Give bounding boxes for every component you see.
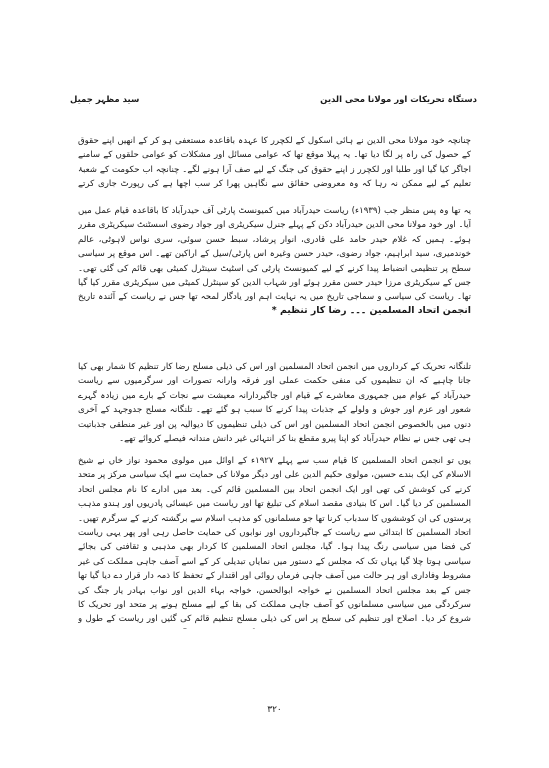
author-name: سید مظہر جمیل (70, 95, 140, 105)
paragraph-4: یوں تو انجمن اتحاد المسلمین کا قیام سب سے پہلے ۱۹۲۷ء کے اوائل میں مولوی محمود نواز خاں نے شیخ الاسلام کی ایک بندے حسین، مولوی حکیم الدین علی اور دیگر مولانا کی حمایت سے ایک سیاسی مرکز پر متحد کرنے کی کوشش کی تھی اور ایک انجمن اتحاد بین المسلمین قائم کی۔ بعد میں ادارے کا نام مجلس اتحاد المسلمین کر دیا گیا۔ اس کا بنیادی مقصد اسلام کی تبلیغ تھا اور ریاست میں عیسائی پادریوں اور ہندو مذہب پرستوں کی ان کوششوں کا سدباب کرنا تھا جو مسلمانوں کو مذہب اسلام سے برگشتہ کرنے کے سرگرم تھیں۔ اتحاد المسلمین کا ابتدائی سے ریاست کے جاگیرداروں اور نوابوں کی حمایت حاصل رہی اور پھر یہی ریاست کی فضا میں سیاسی رنگ پیدا ہوا۔ گیا، مجلس اتحاد المسلمین کا کردار بھی مذہبی و ثقافتی کی بجائے سیاسی ہوتا چلا گیا یہاں تک کہ مجلس کے دستور میں نمایاں تبدیلی کر کے اسے آصف جاہی مملکت کی غیر مشروط وفاداری اور ہر حالت میں آصف جاہی فرماں روائی اور اقتدار کے تحفظ کا ذمہ دار قرار دے دیا گیا تھا جس کے بعد مجلس اتحاد المسلمین نے خواجہ ابوالحسن، خواجہ بہاء الدین اور نواب بہادر یار جنگ کی سرکردگی میں سیاسی مسلمانوں کو آصف جاہی مملکت کی بقا کے لیے مسلح ہونے پر متحد اور تحریک کا شروع کر دیا۔ اصلاح اور تنظیم کی سطح پر اس کی ذیلی مسلح تنظیم قائم کی گئیں اور ریاست کے طول و (78, 456, 471, 625)
paragraph-2: یہ تھا وہ پس منظر جب (۱۹۳۹ء) ریاست حیدرآباد میں کمیونسٹ پارٹی آف حیدرآباد کا باقاعدہ قیام عمل میں آیا۔ اور خود مولانا محی الدین حیدرآباد دکن کے پہلے جنرل سیکریٹری اور جواد رضوی اسسٹنٹ سیکریٹری مقرر ہوئے۔ ہمیں کہ غلام حیدر حامد علی قادری، انوار پرشاد، سبط حسن سوئی، سری نواس لاہوٹی، عالم خوندمیری، سید ابراہیم، جواد رضوی، حیدر حسن وغیرہ اس پارٹی/سیل کے اراکین تھے۔ اس موقع پر سیاسی سطح پر تنظیمی انضباط پیدا کرنے کے لیے کمیونسٹ پارٹی کی اسٹیٹ سینٹرل کمیٹی بھی قائم کی گئی تھی۔ جس کے سیکریٹری مرزا حیدر حسن مقرر ہوئے اور شہاب الدین کو سینٹرل کمیٹی میں سیکریٹری مقرر کیا گیا تھا۔ ریاست کی سیاسی و سماجی تاریخ میں یہ نہایت اہم اور یادگار لمحہ تھا جس نے ریاست کے آئندہ تاریخ (78, 206, 471, 303)
book-title: دستگاہ تحریکات اور مولانا محی الدین (320, 95, 477, 105)
paragraph-3: تلنگانہ تحریک کے کرداروں میں انجمن اتحاد المسلمین اور اس کی ذیلی مسلح رضا کار تنظیم کا شمار بھی کیا جانا چاہیے کہ ان تنظیموں کی منفی حکمت عملی اور فرقہ وارانہ تصورات اور سرگرمیوں سے ریاست حیدرآباد کے عوام میں جمہوری معاشرے کے قیام اور جاگیردارانہ معیشت سے نجات کے بارے میں زیادہ گہرے شعور اور عزم اور جوش و ولولے کے جذبات پیدا کرنے کا سبب ہو گئے تھے۔ تلنگانہ مسلح جدوجہد کے آخری دنوں میں بالخصوص انجمن اتحاد المسلمین اور اس کی ذیلی تنظیموں کا دیوالیہ پن اور غیر منطقی جذباتیت ہی تھی جس نے نظام حیدرآباد کو اپنا پیرو مقطع بنا کر انتہائی غیر دانش مندانہ فیصلے کروائے تھے۔ (78, 362, 471, 445)
paragraph-1: چنانچہ خود مولانا محی الدین نے ہائی اسکول کے لکچرر کا عہدہ باقاعدہ مستعفی ہو کر کے انھیں اپنے حقوق کے حصول کی راہ پر لگا دیا تھا۔ یہ پہلا موقع تھا کہ عوامی مسائل اور مشکلات کو عوامی حلقوں کے سامنے اجاگر کیا گیا اور طلبا اور لکچرر ز اپنے حقوق کی جنگ کے لیے صف آرا ہونے لگے۔ چنانچہ اب حکومت کے شعبۂ تعلیم کے لیے ممکن نہ رہا کہ وہ معروضی حقائق سے نگاہیں پھرا کر سب اچھا ہے کی رپورٹ جاری کرتے (78, 136, 471, 190)
section-heading (78, 304, 471, 318)
body-text-top (78, 134, 471, 318)
page-number: ۳۲۰ (267, 705, 282, 715)
body-text-bottom (78, 360, 471, 629)
section-heading-text: انجمن اتحاد المسلمین ۔۔۔ رضا کار تنظیم (279, 305, 471, 316)
running-header (70, 94, 477, 108)
footnote-marker: * (271, 305, 277, 316)
